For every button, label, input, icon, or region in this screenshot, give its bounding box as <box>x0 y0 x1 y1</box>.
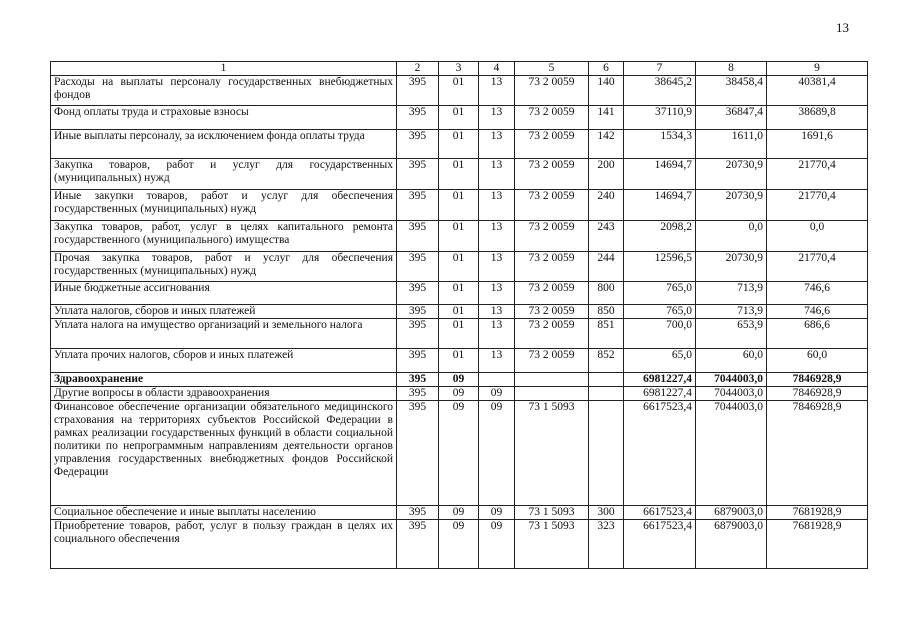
table-row <box>51 401 868 506</box>
subsection-code-cell: 13 <box>479 159 515 190</box>
section-code-cell: 01 <box>439 221 479 252</box>
grbs-code-cell: 395 <box>397 159 439 190</box>
amount-col8-cell: 20730,9 <box>696 159 767 190</box>
amount-col9-cell: 1691,6 <box>767 130 868 159</box>
expense-type-cell: 851 <box>589 319 624 349</box>
amount-col9-cell: 21770,4 <box>767 190 868 221</box>
amount-col8-cell: 0,0 <box>696 221 767 252</box>
grbs-code-cell: 395 <box>397 387 439 401</box>
subsection-code-cell: 09 <box>479 401 515 506</box>
target-item-cell <box>515 387 589 401</box>
grbs-code-cell: 395 <box>397 76 439 106</box>
amount-col7-cell: 65,0 <box>624 349 696 373</box>
subsection-code-cell: 13 <box>479 252 515 282</box>
amount-col7-cell: 2098,2 <box>624 221 696 252</box>
budget-table-body <box>51 62 868 569</box>
expense-type-cell <box>589 373 624 387</box>
amount-col7-cell: 765,0 <box>624 282 696 305</box>
amount-col9-cell: 686,6 <box>767 319 868 349</box>
row-name-cell: Закупка товаров, работ, услуг в целях капитального ремонта государственного (муниципального) имущества <box>51 221 397 252</box>
subsection-code-cell: 13 <box>479 221 515 252</box>
grbs-code-cell: 395 <box>397 373 439 387</box>
amount-col9-cell: 746,6 <box>767 282 868 305</box>
target-item-cell: 73 2 0059 <box>515 252 589 282</box>
table-row <box>51 349 868 373</box>
amount-col8-cell: 7044003,0 <box>696 401 767 506</box>
target-item-cell: 73 2 0059 <box>515 305 589 319</box>
row-name-cell: Уплата налогов, сборов и иных платежей <box>51 305 397 319</box>
subsection-code-cell: 13 <box>479 76 515 106</box>
target-item-cell: 73 2 0059 <box>515 159 589 190</box>
subsection-code-cell: 13 <box>479 319 515 349</box>
grbs-code-cell: 395 <box>397 221 439 252</box>
amount-col9-cell: 7846928,9 <box>767 401 868 506</box>
amount-col7-cell: 6981227,4 <box>624 387 696 401</box>
grbs-code-cell: 395 <box>397 252 439 282</box>
subsection-code-cell: 09 <box>479 387 515 401</box>
expense-type-cell: 142 <box>589 130 624 159</box>
amount-col7-cell: 38645,2 <box>624 76 696 106</box>
row-name-cell: Расходы на выплаты персоналу государственных внебюджетных фондов <box>51 76 397 106</box>
section-code-cell: 01 <box>439 282 479 305</box>
table-row <box>51 106 868 130</box>
amount-col7-cell: 765,0 <box>624 305 696 319</box>
column-header: 6 <box>589 62 624 76</box>
expense-type-cell: 852 <box>589 349 624 373</box>
expense-type-cell <box>589 401 624 506</box>
table-row <box>51 130 868 159</box>
page-number: 13 <box>836 20 849 35</box>
row-name-cell: Другие вопросы в области здравоохранения <box>51 387 397 401</box>
grbs-code-cell: 395 <box>397 506 439 520</box>
amount-col8-cell: 60,0 <box>696 349 767 373</box>
amount-col8-cell: 36847,4 <box>696 106 767 130</box>
table-row <box>51 221 868 252</box>
section-code-cell: 01 <box>439 159 479 190</box>
row-name-cell: Уплата налога на имущество организаций и земельного налога <box>51 319 397 349</box>
table-row <box>51 319 868 349</box>
target-item-cell: 73 1 5093 <box>515 506 589 520</box>
grbs-code-cell: 395 <box>397 190 439 221</box>
subsection-code-cell: 13 <box>479 190 515 221</box>
column-header: 5 <box>515 62 589 76</box>
amount-col7-cell: 700,0 <box>624 319 696 349</box>
column-header: 9 <box>767 62 868 76</box>
expense-type-cell: 244 <box>589 252 624 282</box>
amount-col7-cell: 6617523,4 <box>624 401 696 506</box>
amount-col9-cell: 746,6 <box>767 305 868 319</box>
section-code-cell: 09 <box>439 520 479 569</box>
table-row <box>51 305 868 319</box>
amount-col8-cell: 1611,0 <box>696 130 767 159</box>
amount-col7-cell: 6617523,4 <box>624 506 696 520</box>
row-name-cell: Уплата прочих налогов, сборов и иных платежей <box>51 349 397 373</box>
amount-col8-cell: 7044003,0 <box>696 387 767 401</box>
amount-col7-cell: 12596,5 <box>624 252 696 282</box>
grbs-code-cell: 395 <box>397 401 439 506</box>
section-code-cell: 09 <box>439 373 479 387</box>
amount-col7-cell: 6981227,4 <box>624 373 696 387</box>
row-name-cell: Иные бюджетные ассигнования <box>51 282 397 305</box>
subsection-code-cell: 09 <box>479 520 515 569</box>
grbs-code-cell: 395 <box>397 305 439 319</box>
section-code-cell: 01 <box>439 190 479 221</box>
section-code-cell: 09 <box>439 401 479 506</box>
expense-type-cell: 141 <box>589 106 624 130</box>
section-code-cell: 01 <box>439 130 479 159</box>
subsection-code-cell: 09 <box>479 506 515 520</box>
expense-type-cell: 800 <box>589 282 624 305</box>
amount-col9-cell: 60,0 <box>767 349 868 373</box>
amount-col9-cell: 7681928,9 <box>767 506 868 520</box>
table-row <box>51 190 868 221</box>
table-row <box>51 506 868 520</box>
column-header: 1 <box>51 62 397 76</box>
row-name-cell: Социальное обеспечение и иные выплаты населению <box>51 506 397 520</box>
target-item-cell <box>515 373 589 387</box>
amount-col9-cell: 38689,8 <box>767 106 868 130</box>
row-name-cell: Фонд оплаты труда и страховые взносы <box>51 106 397 130</box>
expense-type-cell: 323 <box>589 520 624 569</box>
expense-type-cell: 240 <box>589 190 624 221</box>
amount-col9-cell: 21770,4 <box>767 159 868 190</box>
amount-col8-cell: 713,9 <box>696 305 767 319</box>
row-name-cell: Приобретение товаров, работ, услуг в пользу граждан в целях их социального обеспечения <box>51 520 397 569</box>
target-item-cell: 73 1 5093 <box>515 520 589 569</box>
subsection-code-cell: 13 <box>479 106 515 130</box>
amount-col9-cell: 21770,4 <box>767 252 868 282</box>
amount-col8-cell: 6879003,0 <box>696 520 767 569</box>
section-code-cell: 09 <box>439 387 479 401</box>
column-header: 4 <box>479 62 515 76</box>
table-header-row <box>51 62 868 76</box>
amount-col7-cell: 37110,9 <box>624 106 696 130</box>
column-header: 2 <box>397 62 439 76</box>
budget-table <box>50 61 868 569</box>
row-name-cell: Прочая закупка товаров, работ и услуг для обеспечения государственных (муниципальных) нужд <box>51 252 397 282</box>
column-header: 7 <box>624 62 696 76</box>
amount-col7-cell: 6617523,4 <box>624 520 696 569</box>
amount-col9-cell: 7681928,9 <box>767 520 868 569</box>
table-row <box>51 387 868 401</box>
amount-col8-cell: 7044003,0 <box>696 373 767 387</box>
amount-col8-cell: 6879003,0 <box>696 506 767 520</box>
target-item-cell: 73 2 0059 <box>515 221 589 252</box>
subsection-code-cell: 13 <box>479 305 515 319</box>
amount-col7-cell: 1534,3 <box>624 130 696 159</box>
table-row <box>51 520 868 569</box>
row-name-cell: Иные закупки товаров, работ и услуг для обеспечения государственных (муниципальных) нужд <box>51 190 397 221</box>
row-name-cell: Финансовое обеспечение организации обязательного медицинского страхования на территориях субъектов Российской Федерации в рамках реализации государственных функций в области социальной политики по непрограммным направлениям деятельности органов управления государственных внебюджетных фондов Российской Федерации <box>51 401 397 506</box>
table-row <box>51 252 868 282</box>
grbs-code-cell: 395 <box>397 130 439 159</box>
expense-type-cell: 140 <box>589 76 624 106</box>
table-row <box>51 159 868 190</box>
section-code-cell: 01 <box>439 319 479 349</box>
grbs-code-cell: 395 <box>397 520 439 569</box>
section-code-cell: 09 <box>439 506 479 520</box>
amount-col7-cell: 14694,7 <box>624 159 696 190</box>
grbs-code-cell: 395 <box>397 282 439 305</box>
table-row <box>51 373 868 387</box>
amount-col8-cell: 38458,4 <box>696 76 767 106</box>
expense-type-cell <box>589 387 624 401</box>
grbs-code-cell: 395 <box>397 106 439 130</box>
target-item-cell: 73 2 0059 <box>515 282 589 305</box>
target-item-cell: 73 2 0059 <box>515 76 589 106</box>
row-name-cell: Иные выплаты персоналу, за исключением фонда оплаты труда <box>51 130 397 159</box>
grbs-code-cell: 395 <box>397 349 439 373</box>
amount-col9-cell: 7846928,9 <box>767 373 868 387</box>
section-code-cell: 01 <box>439 349 479 373</box>
section-code-cell: 01 <box>439 305 479 319</box>
target-item-cell: 73 2 0059 <box>515 349 589 373</box>
amount-col7-cell: 14694,7 <box>624 190 696 221</box>
amount-col8-cell: 653,9 <box>696 319 767 349</box>
target-item-cell: 73 1 5093 <box>515 401 589 506</box>
target-item-cell: 73 2 0059 <box>515 106 589 130</box>
target-item-cell: 73 2 0059 <box>515 130 589 159</box>
section-code-cell: 01 <box>439 76 479 106</box>
amount-col9-cell: 7846928,9 <box>767 387 868 401</box>
amount-col8-cell: 20730,9 <box>696 252 767 282</box>
amount-col9-cell: 0,0 <box>767 221 868 252</box>
section-code-cell: 01 <box>439 106 479 130</box>
subsection-code-cell: 13 <box>479 130 515 159</box>
amount-col8-cell: 713,9 <box>696 282 767 305</box>
grbs-code-cell: 395 <box>397 319 439 349</box>
column-header: 3 <box>439 62 479 76</box>
subsection-code-cell: 13 <box>479 282 515 305</box>
column-header: 8 <box>696 62 767 76</box>
row-name-cell: Закупка товаров, работ и услуг для государственных (муниципальных) нужд <box>51 159 397 190</box>
expense-type-cell: 200 <box>589 159 624 190</box>
section-code-cell: 01 <box>439 252 479 282</box>
expense-type-cell: 850 <box>589 305 624 319</box>
subsection-code-cell <box>479 373 515 387</box>
expense-type-cell: 300 <box>589 506 624 520</box>
subsection-code-cell: 13 <box>479 349 515 373</box>
amount-col8-cell: 20730,9 <box>696 190 767 221</box>
amount-col9-cell: 40381,4 <box>767 76 868 106</box>
row-name-cell: Здравоохранение <box>51 373 397 387</box>
target-item-cell: 73 2 0059 <box>515 190 589 221</box>
table-row <box>51 76 868 106</box>
expense-type-cell: 243 <box>589 221 624 252</box>
target-item-cell: 73 2 0059 <box>515 319 589 349</box>
table-row <box>51 282 868 305</box>
